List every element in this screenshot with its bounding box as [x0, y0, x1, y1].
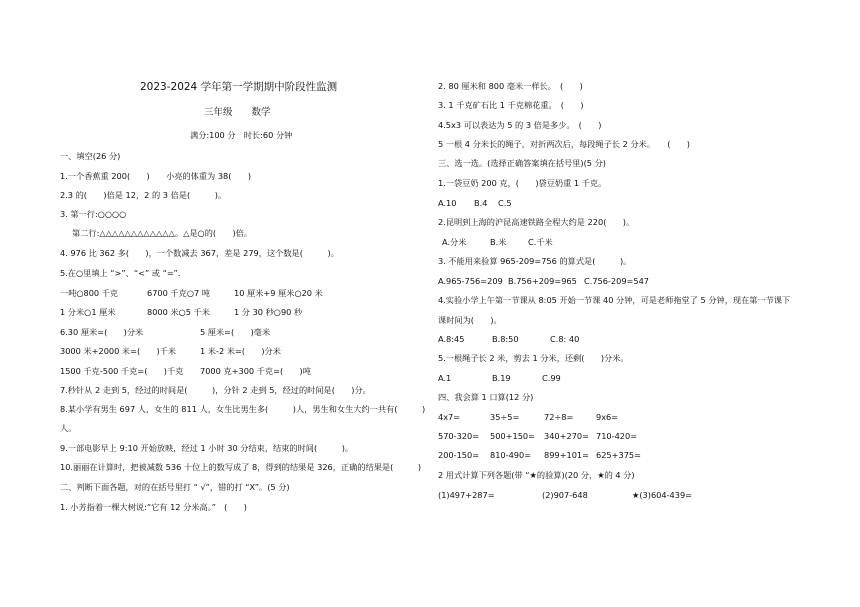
question-2: 2.3 的( )倍是 12，2 的 3 倍是( )。: [60, 190, 227, 200]
section-2-title: 二、判断下面各题，对的在括号里打 “ √”，错的打 “X”。(5 分): [60, 482, 290, 492]
question-7: 7.秒针从 2 走到 5，经过的时间是( )，分针 2 走到 5，经过的时间是( )分。: [60, 385, 371, 395]
oral-calc-item: 200-150=: [438, 450, 480, 460]
choice-option: C.99: [542, 373, 561, 383]
choice-2: 2.昆明到上海的沪昆高速铁路全程大约是 220( )。: [438, 217, 635, 227]
conversion-item: 6.30 厘米=( )分米: [60, 327, 144, 337]
choice-option: A.8:45: [438, 334, 465, 344]
choice-option: B.8:50: [492, 334, 519, 344]
oral-calc-item: 899+101=: [544, 450, 589, 460]
choice-option: C.千米: [528, 237, 553, 247]
choice-1: 1.一袋豆奶 200 克，( )袋豆奶重 1 千克。: [438, 178, 607, 188]
question-3-row-1: 3. 第一行:○○○○: [60, 209, 127, 219]
question-3-row-2: 第二行:△△△△△△△△△△△△。△是○的( )倍。: [72, 228, 253, 238]
question-5: 5.在○里填上 “>”、“<” 或 “=”.: [60, 268, 181, 278]
choice-option: A.10: [438, 198, 457, 208]
vertical-calc-item: ★(3)604-439=: [632, 490, 693, 500]
choice-option: B.19: [492, 373, 511, 383]
question-4: 4. 976 比 362 多( )，一个数减去 367，差是 279，这个数是( )。: [60, 248, 339, 258]
question-1: 1.一个香蕉重 200( ) 小亮的体重为 38( ): [60, 171, 252, 181]
conversion-item: 7000 克+300 千克=( )吨: [200, 366, 311, 376]
section-4-title: 四、我会算 1 口算(12 分): [438, 392, 534, 402]
oral-calc-item: 35÷5=: [490, 412, 520, 422]
question-10: 10.丽丽在计算时，把被减数 536 十位上的数写成了 8，得到的结果是 326，正确的结果是( ): [60, 462, 422, 472]
choice-4-cont: 课时间为( )。: [438, 315, 502, 325]
compare-item: 一吨○800 千克: [60, 288, 119, 298]
question-8: 8.某小学有男生 697 人，女生的 811 人，女生比男生多( )人，男生和女生大约一共有( ): [60, 404, 426, 414]
exam-meta: 满分:100 分 时长:60 分钟: [190, 130, 293, 140]
vertical-calc-title: 2 用式计算下列各题(带 “★的验算)(20 分，★的 4 分): [438, 470, 635, 480]
choice-option: C.5: [498, 198, 512, 208]
choice-option: C.8: 40: [550, 334, 580, 344]
question-9: 9.一部电影早上 9:10 开始放映，经过 1 小时 30 分结束，结束的时间( )。: [60, 443, 354, 453]
conversion-item: 3000 米+2000 米=( )千米: [60, 346, 177, 356]
conversion-item: 1 米-2 米=( )分米: [200, 346, 281, 356]
oral-calc-item: 570-320=: [438, 431, 480, 441]
judge-1: 1. 小芳指着一棵大树说:“它有 12 分米高。” ( ): [60, 502, 247, 512]
choice-option: A.965-756=209: [438, 276, 503, 286]
choice-5: 5.一根绳子长 2 米，剪去 1 分米，还剩( )分米。: [438, 353, 629, 363]
exam-title: 2023-2024 学年第一学期期中阶段性监测: [140, 81, 338, 93]
oral-calc-item: 625+375=: [596, 450, 641, 460]
compare-item: 6700 千克○7 吨: [147, 288, 210, 298]
conversion-item: 5 厘米=( )毫米: [200, 327, 271, 337]
oral-calc-item: 810-490=: [490, 450, 532, 460]
oral-calc-item: 9x6=: [596, 412, 619, 422]
vertical-calc-item: (1)497+287=: [438, 490, 495, 500]
choice-option: A.分米: [442, 237, 467, 247]
compare-item: 1 分 30 秒○90 秒: [234, 307, 303, 317]
judge-5: 5 一根 4 分米长的绳子，对折两次后，每段绳子长 2 分米。 ( ): [438, 139, 690, 149]
choice-3: 3. 不能用来验算 965-209=756 的算式是( )。: [438, 256, 632, 266]
judge-2: 2. 80 厘米和 800 毫米一样长。 ( ): [438, 81, 583, 91]
choice-option: B.米: [490, 237, 507, 247]
conversion-item: 1500 千克-500 千克=( )千克: [60, 366, 184, 376]
question-8-cont: 人。: [60, 423, 77, 433]
oral-calc-item: 4x7=: [438, 412, 461, 422]
oral-calc-item: 340+270=: [544, 431, 589, 441]
compare-item: 10 厘米+9 厘米○20 米: [234, 288, 323, 298]
compare-item: 1 分米○1 厘米: [60, 307, 116, 317]
vertical-calc-item: (2)907-648: [542, 490, 588, 500]
compare-item: 8000 米○5 千米: [147, 307, 210, 317]
judge-3: 3. 1 千克矿石比 1 千克棉花重。 ( ): [438, 100, 584, 110]
exam-subtitle: 三年级 数学: [204, 107, 271, 118]
choice-4: 4.实验小学上午第一节课从 8:05 开始一节课 40 分钟，可是老师拖堂了 5 分钟，现在第一节课下: [438, 295, 791, 305]
choice-option: A.1: [438, 373, 452, 383]
oral-calc-item: 710-420=: [596, 431, 638, 441]
oral-calc-item: 72÷8=: [544, 412, 574, 422]
section-3-title: 三、选一选。(选择正确答案填在括号里)(5 分): [438, 158, 606, 168]
judge-4: 4.5x3 可以表达为 5 的 3 倍是多少。 ( ): [438, 120, 602, 130]
choice-option: B.4: [474, 198, 488, 208]
choice-option: C.756-209=547: [584, 276, 650, 286]
section-1-title: 一、填空(26 分): [60, 151, 121, 161]
oral-calc-item: 500+150=: [490, 431, 535, 441]
choice-option: B.756+209=965: [508, 276, 577, 286]
